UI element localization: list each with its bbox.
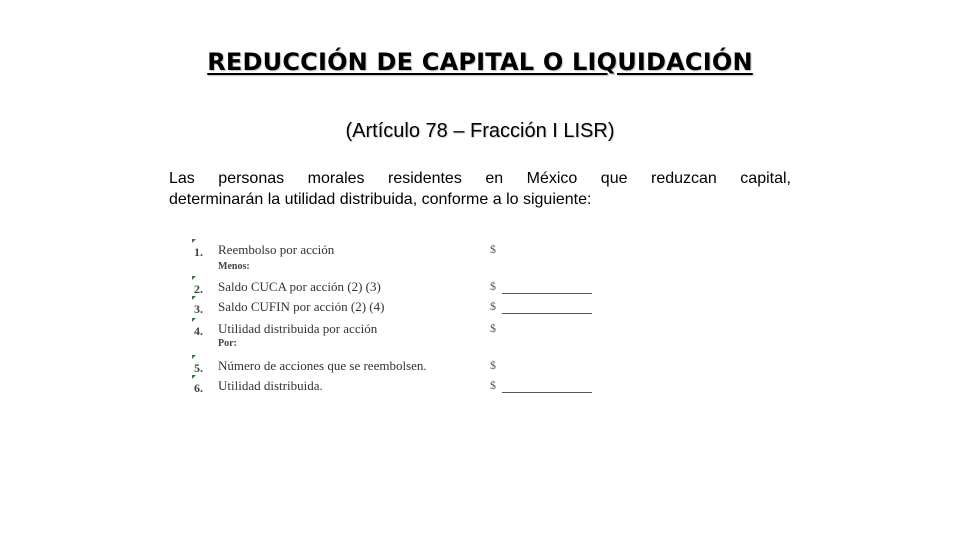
table-row bbox=[190, 378, 610, 396]
corner-mark-icon bbox=[192, 296, 196, 300]
row-number: 6. bbox=[194, 381, 203, 395]
row-label: Reembolso por acción bbox=[218, 242, 335, 257]
corner-mark-icon bbox=[192, 375, 196, 379]
currency-symbol: $ bbox=[490, 358, 496, 372]
table-row bbox=[190, 321, 610, 339]
row-label: Utilidad distribuida. bbox=[218, 378, 323, 393]
table-row bbox=[190, 242, 610, 260]
currency-symbol: $ bbox=[490, 378, 496, 392]
blank-line bbox=[502, 392, 592, 393]
currency-symbol: $ bbox=[490, 321, 496, 335]
table-row bbox=[190, 358, 610, 376]
page-title: REDUCCIÓN DE CAPITAL O LIQUIDACIÓN bbox=[207, 48, 753, 76]
row-label: Utilidad distribuida por acción bbox=[218, 321, 378, 336]
row-label: Número de acciones que se reembolsen. bbox=[218, 358, 427, 373]
intro-line-2: determinarán la utilidad distribuida, conforme a lo siguiente: bbox=[169, 191, 592, 208]
corner-mark-icon bbox=[192, 276, 196, 280]
corner-mark-icon bbox=[192, 318, 196, 322]
currency-symbol: $ bbox=[490, 299, 496, 313]
intro-paragraph bbox=[169, 168, 791, 210]
blank-line bbox=[502, 313, 592, 314]
intro-line-1: Las personas morales residentes en México que reduzcan capital, bbox=[169, 170, 791, 187]
operator-menos: Menos: bbox=[218, 261, 250, 272]
row-number: 5. bbox=[194, 361, 203, 375]
currency-symbol: $ bbox=[490, 279, 496, 293]
blank-line bbox=[502, 293, 592, 294]
row-number: 3. bbox=[194, 302, 203, 316]
currency-symbol: $ bbox=[490, 242, 496, 256]
table-row bbox=[190, 299, 610, 317]
operator-por: Por: bbox=[218, 338, 237, 349]
row-number: 1. bbox=[194, 245, 203, 259]
corner-mark-icon bbox=[192, 355, 196, 359]
corner-mark-icon bbox=[192, 239, 196, 243]
page-subtitle: (Artículo 78 – Fracción I LISR) bbox=[345, 120, 615, 142]
row-number: 2. bbox=[194, 282, 203, 296]
table-row bbox=[190, 279, 610, 297]
row-number: 4. bbox=[194, 324, 203, 338]
row-label: Saldo CUFIN por acción (2) (4) bbox=[218, 299, 385, 314]
row-label: Saldo CUCA por acción (2) (3) bbox=[218, 279, 381, 294]
